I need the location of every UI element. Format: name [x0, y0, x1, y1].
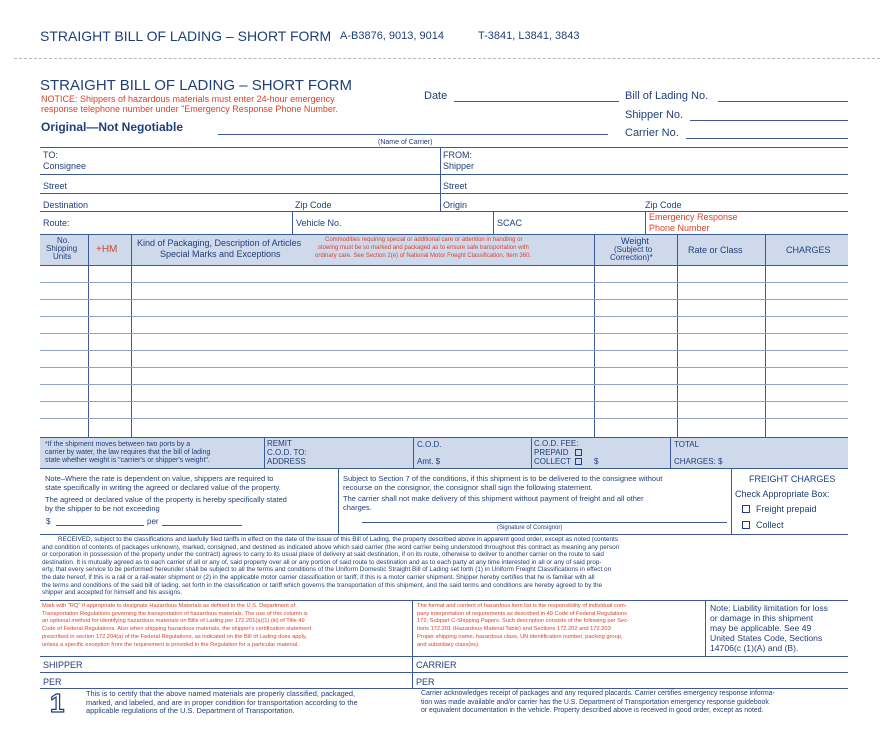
carrier-ack-line: tion was made available and/or carrier has the U.S. Department of Transportation emergency response guidebook [421, 698, 769, 706]
certify-text [86, 690, 358, 716]
rule [731, 468, 732, 534]
table-row[interactable] [40, 316, 848, 317]
hazmat-mid-line: tions 172.201 (Hazardous Material Table) and Sections 172.202 and 172.203: [417, 626, 613, 633]
liability-line: Note: Liability limitation for loss [710, 603, 828, 613]
col-weight-2: (Subject to [614, 245, 653, 254]
freight-collect-label: Collect [756, 520, 784, 530]
col-units-1: No. [57, 236, 70, 245]
collect-label: COLLECT [534, 457, 571, 466]
rule [40, 656, 848, 657]
prepaid-checkbox[interactable] [575, 449, 582, 456]
carrier-ack-text [421, 690, 775, 716]
collect-checkbox[interactable] [575, 458, 582, 465]
col-desc-note-3: ordinary care. See Section 2(e) of National Motor Freight Classification, Item 360. [315, 253, 532, 259]
value-note-3: The agreed or declared value of the property is hereby specifically stated [45, 495, 287, 504]
liability-line: or damage in this shipment [710, 613, 814, 623]
col-charges: CHARGES [786, 245, 831, 255]
date-label: Date [424, 90, 448, 102]
shipper-per-label[interactable]: PER [43, 677, 62, 687]
route-label[interactable]: Route: [43, 218, 70, 228]
bol-label: Bill of Lading No. [625, 90, 709, 102]
rule [677, 234, 678, 437]
declared-value-field[interactable] [56, 525, 144, 526]
table-row[interactable] [40, 299, 848, 300]
rule [670, 437, 671, 468]
rule [645, 211, 646, 234]
certify-line: This is to certify that the above named materials are properly classified, packaged, [86, 689, 356, 698]
bol-field[interactable] [718, 101, 848, 102]
consignee-label[interactable]: Consignee [43, 161, 87, 171]
hazmat-mid-line: and subsidiary class(es). [417, 641, 480, 648]
declared-per-field[interactable] [162, 525, 242, 526]
hazmat-left-line: Transportation Regulations governing the transportation of hazardous materials. The use of this column is [42, 610, 308, 617]
shipper-label[interactable]: Shipper [443, 161, 475, 171]
liability-line: United States Code, Sections [710, 633, 823, 643]
col-desc-note-2: stowing must be so marked and packaged as to ensure safe transportation with [318, 245, 529, 251]
col-desc-1: Kind of Packaging, Description of Articles [137, 238, 302, 248]
total-charges-label[interactable]: CHARGES: $ [674, 457, 723, 466]
carrier-ack-line: Carrier acknowledges receipt of packages and any required placards. Carrier certifies emergency response informa- [421, 690, 775, 697]
rule [440, 147, 441, 212]
value-note-4: by the shipper to be not exceeding [45, 504, 160, 513]
prepaid-label: PREPAID [534, 448, 569, 457]
consignor-signature-field[interactable] [362, 522, 727, 523]
section7-2: recourse on the consignor, the consignor shall sign the following statement. [343, 483, 593, 492]
col-desc-2: Special Marks and Exceptions [160, 249, 281, 259]
liability-line: 14706(c (1)(A) and (B). [710, 643, 799, 653]
col-hm: +HM [96, 244, 118, 255]
origin-label[interactable]: Origin [443, 200, 468, 210]
col-units-3: Units [53, 252, 72, 261]
port-note-2: carrier by water, the law requires that the bill of lading [45, 449, 211, 456]
hazmat-mid-line: 172, Subpart C-Shipping Papers. Such description consists of the following per Sec- [417, 618, 629, 625]
rule [40, 672, 848, 673]
freight-prepaid-checkbox[interactable] [742, 505, 750, 513]
street-label[interactable]: Street [43, 181, 68, 191]
received-line: erty, that every service to be performed hereunder shall be subject to all the terms and conditions of the Uniform Domestic Straight Bill of Lading set forth (1) in Uniform Freight Classifications in effect on [42, 566, 612, 574]
hazmat-left-line: prescribed in section 172.204(a) of the Federal Regulations, as indicated on the Bill of Lading does apply, [42, 633, 307, 640]
scac-label[interactable]: SCAC [497, 218, 523, 228]
col-units-2: Shipping [46, 244, 78, 253]
received-line: the terms and conditions of the said bill of lading, set forth in the classification or tariff which governs the transportation of this shipment, and the said terms and conditions are hereby agreed to by the [42, 581, 603, 589]
value-note-2: state specifically in writing the agreed or declared value of the property. [45, 483, 281, 492]
hazmat-left-line: Code of Federal Regulations. Also when shipping hazardous materials, the shipper's certification statement [42, 626, 312, 633]
rule [40, 468, 848, 469]
rule [594, 234, 595, 437]
emergency-label-1[interactable]: Emergency Response [649, 212, 738, 222]
col-rate: Rate or Class [688, 245, 743, 255]
table-row[interactable] [40, 384, 848, 385]
rule [40, 265, 848, 266]
cod-label: C.O.D. [417, 440, 442, 449]
rule [40, 193, 848, 194]
received-line: destination. It is mutually agreed as to each carrier of all or any of, said property over all or any portion of said route to destination and as to each party at any time interested in all or any of said prop- [42, 558, 602, 566]
shipper-signature-label[interactable]: SHIPPER [43, 660, 83, 670]
amt-label[interactable]: Amt. $ [417, 457, 441, 466]
rule [264, 437, 265, 468]
certify-line: applicable regulations of the U.S. Department of Transportation. [86, 706, 295, 715]
hazmat-mid-text [417, 603, 629, 649]
signature-caption: (Signature of Consignor) [497, 525, 563, 531]
hazmat-notice-2: response telephone number under "Emergency Response Phone Number. [41, 104, 338, 114]
rule [338, 468, 339, 534]
hazmat-mid-line: The format and content of hazardous item list is the responsibility of individual com- [417, 603, 627, 609]
date-field[interactable] [454, 101, 619, 102]
rule [88, 234, 89, 437]
original-label: Original—Not Negotiable [41, 120, 184, 134]
carrier-no-label: Carrier No. [625, 127, 679, 139]
freight-collect-checkbox[interactable] [742, 521, 750, 529]
carrier-ack-line: or equivalent documentation in the vehicle. Property described above is received in good order, except as noted. [421, 707, 764, 714]
received-line: shipper and accepted for himself and his assigns. [42, 589, 182, 597]
remit-label-2: C.O.D. TO: [267, 448, 307, 457]
table-row[interactable] [40, 401, 848, 402]
zip-label[interactable]: Zip Code [295, 200, 332, 210]
vehicle-label[interactable]: Vehicle No. [296, 218, 342, 228]
cod-fee-dollar: $ [594, 457, 599, 466]
received-line: RECEIVED, subject to the classifications and lawfully filed tariffs in effect on the date of the issue of this Bill of Lading, the property described above in apparent good order, except as noted (contents [58, 536, 618, 543]
table-row[interactable] [40, 350, 848, 351]
destination-label[interactable]: Destination [43, 200, 89, 210]
carrier-name-caption: (Name of Carrier) [378, 139, 433, 146]
section7-1: Subject to Section 7 of the conditions, if this shipment is to be delivered to the consignee without [343, 474, 663, 483]
rule [40, 534, 848, 535]
copy-number: 1 [50, 688, 65, 718]
liability-line: may be applicable. See 49 [710, 623, 812, 633]
liability-note [710, 603, 828, 653]
banner-codes-t: T-3841, L3841, 3843 [478, 30, 580, 42]
section7-4: charges. [343, 503, 372, 512]
received-line: and condition of contents of packages unknown), marked, consigned, and destined as indicated above which said carrier (the word carrier being understood throughout this contract as meaning any person [42, 543, 620, 551]
col-desc-note-1: Commodities requiring special or additional care or attention in handling or [325, 237, 523, 243]
freight-prepaid-label: Freight prepaid [756, 504, 817, 514]
table-row[interactable] [40, 282, 848, 283]
banner-title: STRAIGHT BILL OF LADING – SHORT FORM [40, 28, 332, 44]
rule [531, 437, 532, 468]
port-note-1: *If the shipment moves between two ports by a [45, 441, 191, 448]
hazmat-left-line: Mark with "RQ" if appropriate to designate Hazardous Materials as defined in the U.S. Department of [42, 603, 296, 609]
hazmat-mid-line: Proper shipping name, hazardous class, UN identification number, packing group, [417, 633, 623, 640]
rule [412, 600, 413, 656]
table-row[interactable] [40, 333, 848, 334]
carrier-per-label[interactable]: PER [416, 677, 435, 687]
certify-line: marked, and labeled, and are in proper condition for transportation according to the [86, 697, 358, 707]
col-weight-1: Weight [621, 236, 649, 246]
carrier-signature-label[interactable]: CARRIER [416, 660, 457, 670]
hazmat-left-line: an optional method for identifying hazardous materials on Bills of Lading per 172.201(a)(1) (iii) of Title 49 [42, 618, 305, 625]
value-note-1: Note–Where the rate is dependent on value, shippers are required to [45, 474, 274, 483]
rule [493, 211, 494, 234]
from-label: FROM: [443, 150, 472, 160]
carrier-no-field[interactable] [686, 138, 848, 139]
freight-title: FREIGHT CHARGES [749, 474, 836, 484]
banner-codes-a: A-B3876, 9013, 9014 [340, 30, 444, 42]
emergency-label-2[interactable]: Phone Number [649, 223, 710, 233]
cod-fee-label: C.O.D. FEE: [534, 439, 579, 448]
form-title: STRAIGHT BILL OF LADING – SHORT FORM [40, 77, 353, 94]
table-row[interactable] [40, 418, 848, 419]
rule [765, 234, 766, 437]
carrier-name-line[interactable] [218, 134, 608, 135]
rule [413, 437, 414, 468]
freight-check: Check Appropriate Box: [735, 489, 830, 499]
received-line: or corporation in possession of the property under the contract) agrees to carry to its usual place of delivery at said destination, if on its route, otherwise to deliver to another carrier on the route to said [42, 551, 604, 559]
section7-3: The carrier shall not make delivery of this shipment without payment of freight and all other [343, 494, 644, 503]
to-label: TO: [43, 150, 58, 160]
rule [40, 174, 848, 175]
hazmat-left-text [42, 603, 311, 649]
rule [705, 600, 706, 656]
shipper-no-field[interactable] [690, 120, 848, 121]
hazmat-notice-1: NOTICE: Shippers of hazardous materials must enter 24-hour emergency [41, 94, 335, 104]
zip-label-from[interactable]: Zip Code [645, 200, 682, 210]
value-dollar: $ [46, 517, 51, 526]
rule [40, 234, 848, 235]
hazmat-left-line: unless a specific exception from the requirement is provided in the Regulation for a particular material. [42, 641, 299, 648]
rule [40, 147, 848, 148]
remit-label-1: REMIT [267, 439, 292, 448]
total-label: TOTAL [674, 440, 700, 449]
rule [292, 211, 293, 234]
street-label-from[interactable]: Street [443, 181, 468, 191]
shipper-no-label: Shipper No. [625, 109, 684, 121]
value-per: per [147, 517, 159, 526]
port-note-3: state whether weight is "carrier's or shipper's weight". [45, 457, 210, 464]
received-line: the date hereof, if this is a rail or a rail-water shipment or (2) in the applicable motor carrier classification or tariff, if this is a motor carrier shipment. Shipper hereby certifies that he is familiar with all [42, 573, 595, 581]
col-weight-3: Correction)* [610, 253, 653, 262]
remit-label-3: ADDRESS [267, 457, 306, 466]
received-paragraph [42, 536, 848, 597]
hazmat-mid-line: pany interpretation of requirements as described in 49 Code of Federal Regulations [417, 610, 627, 617]
rule [40, 600, 848, 601]
perforation [14, 58, 880, 59]
rule [131, 234, 132, 437]
table-row[interactable] [40, 367, 848, 368]
